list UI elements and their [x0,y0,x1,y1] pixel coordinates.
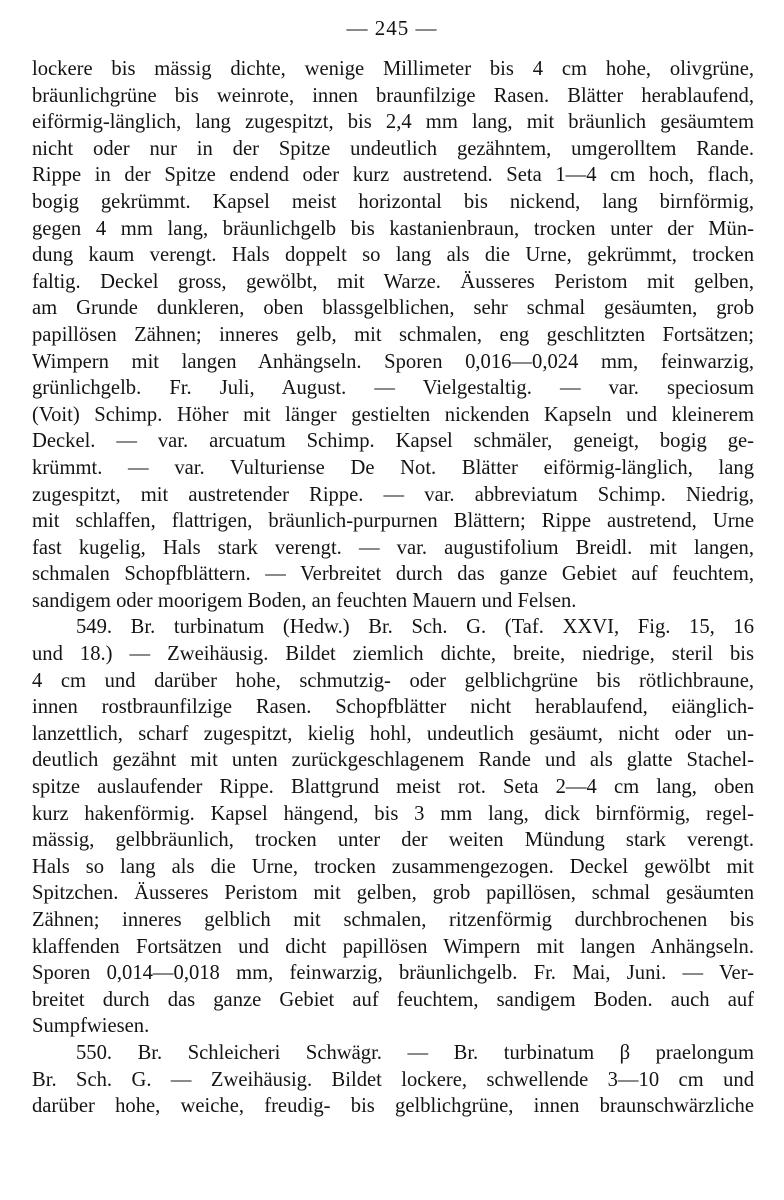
text-line: schmalen Schopfblättern. — Verbreitet durch das ganze Gebiet auf feuchtem, [32,563,754,586]
text-line: mit schlaffen, flattrigen, bräunlich-purpurnen Blättern; Rippe austretend, Urne [32,510,754,533]
text-line: zugespitzt, mit austretender Rippe. — var. abbreviatum Schimp. Niedrig, [32,483,754,506]
text-line: lockere bis mässig dichte, wenige Millimeter bis 4 cm hohe, olivgrüne, [32,58,754,80]
text-line: Sporen 0,014—0,018 mm, feinwarzig, bräunlichgelb. Fr. Mai, Juni. — Ver- [32,962,754,985]
text-line: Hals so lang als die Urne, trocken zusammengezogen. Deckel gewölbt mit [32,855,754,878]
text-line: spitze auslaufender Rippe. Blattgrund meist rot. Seta 2—4 cm lang, oben [32,776,754,799]
text-line: Sumpfwiesen. [32,1015,150,1038]
text-line: dung kaum verengt. Hals doppelt so lang als die Urne, gekrümmt, trocken [32,244,754,267]
text-line: (Voit) Schimp. Höher mit länger gestielten nickenden Kapseln und kleinerem [32,403,754,426]
text-line: 4 cm und darüber hohe, schmutzig- oder gelblichgrüne bis rötlichbraune, [32,669,754,692]
text-line: Spitzchen. Äusseres Peristom mit gelben, grob papillösen, schmal gesäumten [32,882,754,905]
text-line: grünlichgelb. Fr. Juli, August. — Vielgestaltig. — var. speciosum [32,377,754,400]
text-line: Br. Sch. G. — Zweihäusig. Bildet lockere, schwellende 3—10 cm und [32,1068,754,1091]
text-line: lanzettlich, scharf zugespitzt, kielig hohl, undeutlich gesäumt, nicht oder un- [32,722,754,745]
text-line: mässig, gelbbräunlich, trocken unter der weiten Mündung stark verengt. [32,829,754,852]
text-line: darüber hohe, weiche, freudig- bis gelblichgrüne, innen braunschwärzliche [32,1095,754,1118]
species-heading-549: 549. Br. turbinatum (Hedw.) Br. Sch. G. (Taf. XXVI, Fig. 15, 16 [76,616,754,639]
text-line: sandigem oder moorigem Boden, an feuchten Mauern und Felsen. [32,589,577,612]
text-line: Wimpern mit langen Anhängseln. Sporen 0,016—0,024 mm, feinwarzig, [32,350,754,373]
text-line: deutlich gezähnt mit unten zurückgeschlagenem Rande und als glatte Stachel- [32,749,754,772]
text-line: und 18.) — Zweihäusig. Bildet ziemlich dichte, breite, niedrige, steril bis [32,643,754,666]
text-line: nicht oder nur in der Spitze undeutlich gezähntem, umgerolltem Rande. [32,137,754,160]
text-line: Deckel. — var. arcuatum Schimp. Kapsel schmäler, geneigt, bogig ge- [32,430,754,453]
text-line: eiförmig-länglich, lang zugespitzt, bis 2,4 mm lang, mit bräunlich gesäumtem [32,111,754,134]
text-line: Zähnen; inneres gelblich mit schmalen, ritzenförmig durchbrochenen bis [32,909,754,931]
text-line: breitet durch das ganze Gebiet auf feuchtem, sandigem Boden. auch auf [32,988,754,1011]
text-line: faltig. Deckel gross, gewölbt, mit Warze. Äusseres Peristom mit gelben, [32,270,754,293]
text-line: fast kugelig, Hals stark verengt. — var. augustifolium Breidl. mit langen, [32,536,754,559]
text-line: krümmt. — var. Vulturiense De Not. Blätter eiförmig-länglich, lang [32,456,754,479]
text-line: klaffenden Fortsätzen und dicht papillösen Wimpern mit langen Anhängseln. [32,935,754,958]
species-heading-550: 550. Br. Schleicheri Schwägr. — Br. turbinatum β praelongum [76,1041,754,1064]
text-line: bogig gekrümmt. Kapsel meist horizontal bis nickend, lang birnförmig, [32,190,754,213]
body-text [32,56,754,1120]
text-line: kurz hakenförmig. Kapsel hängend, bis 3 mm lang, dick birnförmig, regel- [32,802,754,825]
text-line: gegen 4 mm lang, bräunlichgelb bis kastanienbraun, trocken unter der Mün- [32,217,754,240]
text-line: papillösen Zähnen; inneres gelb, mit schmalen, eng geschlitzten Fortsätzen; [32,323,754,346]
page-number: — 245 — [346,16,438,40]
text-line: bräunlichgrüne bis weinrote, innen braunfilzige Rasen. Blätter herablaufend, [32,84,754,107]
text-line: Rippe in der Spitze endend oder kurz austretend. Seta 1—4 cm hoch, flach, [32,164,754,187]
text-line: innen rostbraunfilzige Rasen. Schopfblätter nicht herablaufend, eiänglich- [32,696,754,719]
text-line: am Grunde dunkleren, oben blassgelblichen, sehr schmal gesäumten, grob [32,297,754,320]
